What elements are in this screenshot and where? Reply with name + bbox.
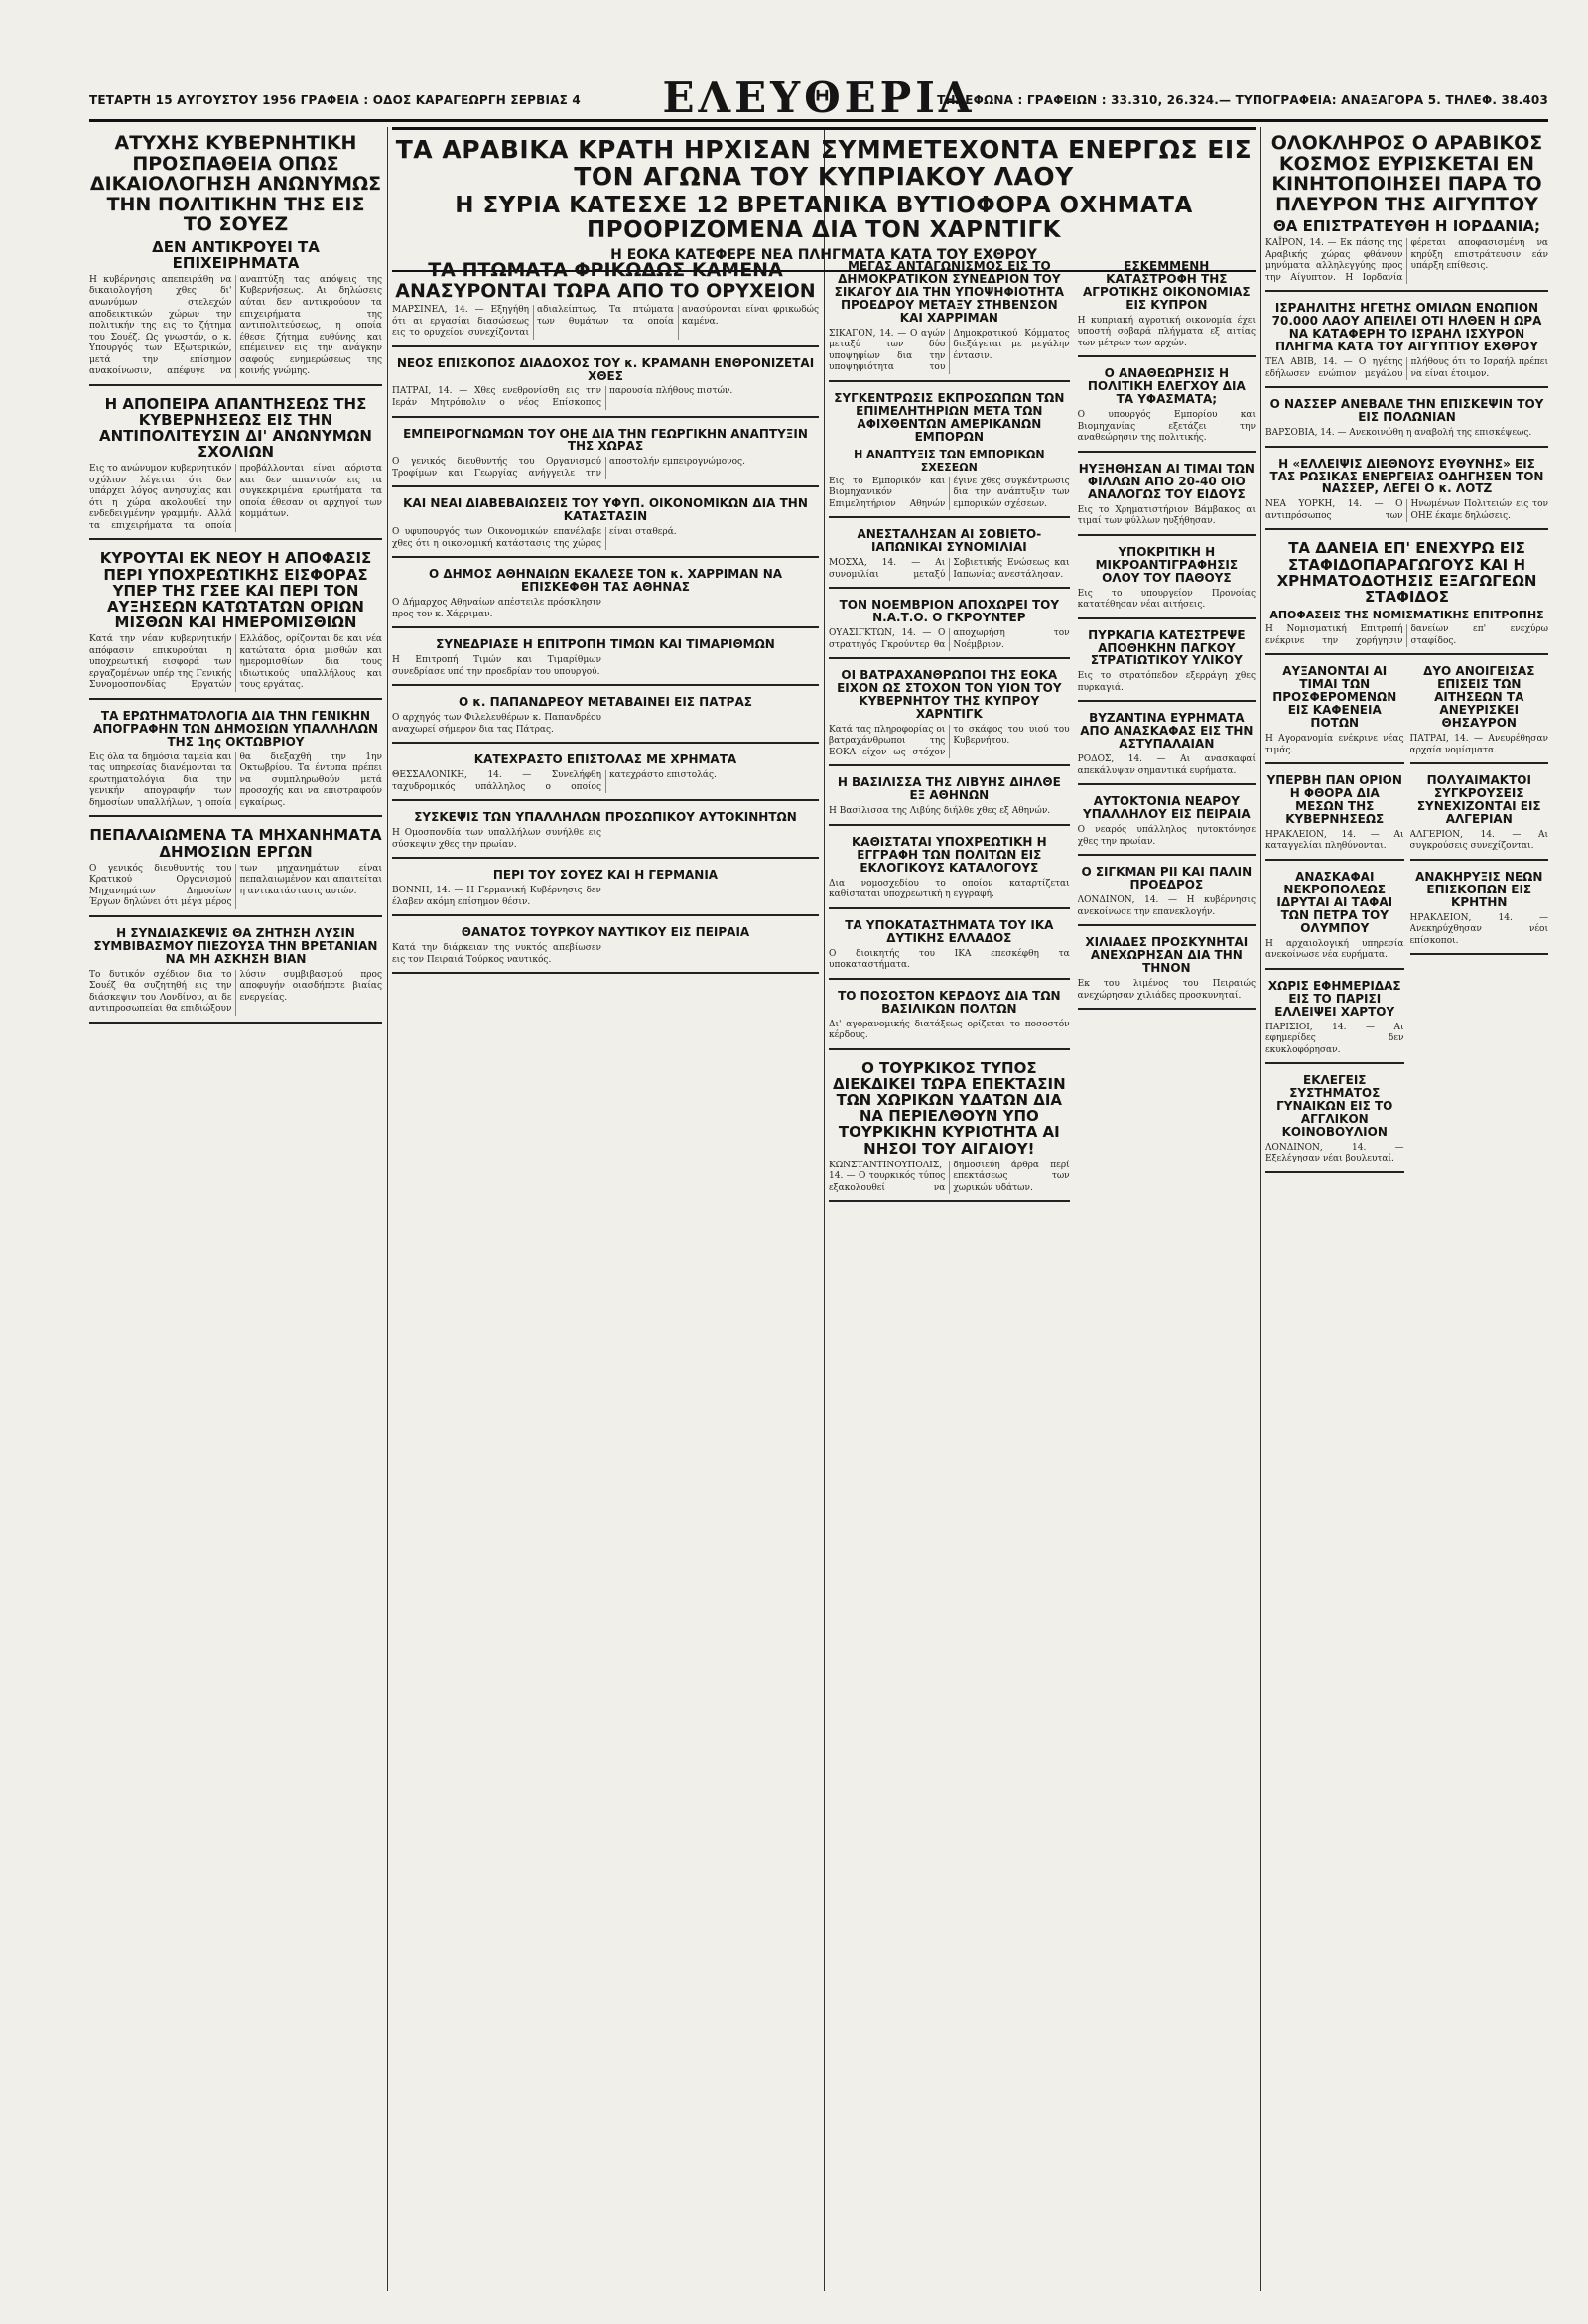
column-2 — [392, 254, 819, 2291]
article — [392, 920, 819, 974]
article — [1410, 768, 1549, 861]
headline: ΟΙ ΒΑΤΡΑΧΑΝΘΡΩΠΟΙ ΤΗΣ ΕΟΚΑ ΕΙΧΟΝ ΩΣ ΣΤΟΧΟΝ ΤΟΝ ΥΙΟΝ ΤΟΥ ΚΥΒΕΡΝΗΤΟΥ ΤΗΣ ΚΥΠΡΟΥ ΧΑΡΝΤΙΓΚ — [837, 668, 1062, 721]
article — [1265, 974, 1404, 1064]
article-body: Η Επιτροπή Τιμών και Τιμαρίθμων συνεδρίασε υπό την προεδρίαν του υπουργού. — [392, 655, 601, 677]
article-body: Η Αγορανομία ενέκρινε νέας τιμάς. — [1265, 734, 1404, 755]
article-body: Εις το Εμπορικόν και Βιομηχανικόν Επιμελητήριον Αθηνών έγινε χθες συγκέντρωσις δια την ανάπτυξιν των εμπορικών σχέσεων. — [829, 476, 1070, 509]
article-body: Η κυβέρνησις απεπειράθη να δικαιολογήση χθες δι' ανωνύμων στελεχών αποδεικτικών χώρων την πολιτικήν της εις το ζήτημα του Σουέζ. Ως γνωστόν, ο κ. Υπουργός των Εξωτερικών, μετά την επίσημον ανακοίνωσιν, απέφυγε να αναπτύξη τας απόψεις της Κυβερνήσεως. Αι δηλώσεις αύται δεν αντικρούουν τα επιχειρήματα της αντιπολιτεύσεως, η οποία έθεσε ζήτημα ευθύνης και επέμεινεν εις την ανάγκην σαφούς ενημερώσεως της κοινής γνώμης. — [89, 274, 382, 377]
article — [829, 522, 1070, 589]
lead-story — [392, 127, 1256, 272]
article — [1265, 1068, 1404, 1173]
article-body: Εις το υπουργείον Προνοίας κατατέθησαν νέαι αιτήσεις. — [1077, 588, 1256, 611]
article — [392, 491, 819, 558]
headline: ΠΕΠΑΛΑΙΩΜΕΝΑ ΤΑ ΜΗΧΑΝΗΜΑΤΑ ΔΗΜΟΣΙΩΝ ΕΡΓΩΝ — [89, 826, 382, 861]
article-body: Εκ του λιμένος του Πειραιώς ανεχώρησαν χιλιάδες προσκυνηταί. — [1077, 979, 1256, 1001]
article — [1265, 865, 1404, 970]
headline: ΠΟΛΥΑΙΜΑΚΤΟΙ ΣΥΓΚΡΟΥΣΕΙΣ ΣΥΝΕΧΙΖΟΝΤΑΙ ΕΙΣ ΑΛΓΕΡΙΑΝ — [1416, 773, 1541, 826]
headline: ΟΛΟΚΛΗΡΟΣ Ο ΑΡΑΒΙΚΟΣ ΚΟΣΜΟΣ ΕΥΡΙΣΚΕΤΑΙ ΕΝ ΚΙΝΗΤΟΠΟΙΗΣΕΙ ΠΑΡΑ ΤΟ ΠΛΕΥΡΟΝ ΤΗΣ ΑΙΓΥΠΤΟΥ — [1270, 132, 1543, 215]
article-body: Εις το Χρηματιστήριον Βάμβακος αι τιμαί των φύλλων ηυξήθησαν. — [1077, 504, 1256, 527]
column-3 — [829, 254, 1256, 2291]
article — [392, 863, 819, 916]
article-body: ΟΥΑΣΙΓΚΤΩΝ, 14. — Ο στρατηγός Γκρούντερ θα αποχωρήση τον Νοέμβριον. — [829, 628, 1070, 650]
headline: ΑΝΑΣΚΑΦΑΙ ΝΕΚΡΟΠΟΛΕΩΣ ΙΔΡΥΤΑΙ ΑΙ ΤΑΦΑΙ ΤΩΝ ΠΕΤΡΑ ΤΟΥ ΟΛΥΜΠΟΥ — [1276, 869, 1393, 935]
headline: ΒΥΖΑΝΤΙΝΑ ΕΥΡΗΜΑΤΑ ΑΠΟ ΑΝΑΣΚΑΦΑΣ ΕΙΣ ΤΗΝ ΑΣΤΥΠΑΛΑΙΑΝ — [1080, 711, 1254, 752]
article — [1078, 860, 1256, 926]
headline: ΚΑΤΕΧΡΑΣΤΟ ΕΠΙΣΤΟΛΑΣ ΜΕ ΧΡΗΜΑΤΑ — [473, 752, 737, 767]
article — [829, 386, 1070, 518]
article — [89, 390, 382, 541]
article-body: ΑΛΓΕΡΙΟΝ, 14. — Αι συγκρούσεις συνεχίζονται. — [1409, 829, 1548, 852]
article — [1078, 361, 1256, 452]
headline: ΑΥΤΟΚΤΟΝΙΑ ΝΕΑΡΟΥ ΥΠΑΛΛΗΛΟΥ ΕΙΣ ΠΕΙΡΑΙΑ — [1083, 794, 1251, 822]
article — [1265, 452, 1548, 531]
headline: Ο ΔΗΜΟΣ ΑΘΗΝΑΙΩΝ ΕΚΑΛΕΣΕ ΤΟΝ κ. ΧΑΡΡΙΜΑΝ ΝΑ ΕΠΙΣΚΕΦΘΗ ΤΑΣ ΑΘΗΝΑΣ — [428, 567, 783, 595]
article-body: Ο υφυπουργός των Οικονομικών επανέλαβε χθες ότι η οικονομική κατάστασις της χώρας είναι σταθερά. — [392, 527, 677, 549]
headline: ΤΟΝ ΝΟΕΜΒΡΙΟΝ ΑΠΟΧΩΡΕΙ ΤΟΥ Ν.Α.Τ.Ο. Ο ΓΚΡΟΥΝΤΕΡ — [839, 598, 1060, 625]
article — [829, 663, 1070, 766]
headline: ΣΥΓΚΕΝΤΡΩΣΙΣ ΕΚΠΡΟΣΩΠΩΝ ΤΩΝ ΕΠΙΜΕΛΗΤΗΡΙΩΝ ΜΕΤΑ ΤΩΝ ΑΦΙΧΘΕΝΤΩΝ ΑΜΕΡΙΚΑΝΩΝ ΕΜΠΟΡΩΝ — [834, 390, 1065, 444]
headline: ΠΥΡΚΑΓΙΑ ΚΑΤΕΣΤΡΕΨΕ ΑΠΟΘΗΚΗΝ ΠΑΓΚΟΥ ΣΤΡΑΤΙΩΤΙΚΟΥ ΥΛΙΚΟΥ — [1088, 627, 1246, 668]
article — [1078, 623, 1256, 703]
article — [1078, 930, 1256, 1010]
article — [1265, 768, 1404, 861]
headline: ΕΚΛΕΓΕΙΣ ΣΥΣΤΗΜΑΤΟΣ ΓΥΝΑΙΚΩΝ ΕΙΣ ΤΟ ΑΓΓΛΙΚΟΝ ΚΟΙΝΟΒΟΥΛΙΟΝ — [1276, 1073, 1393, 1139]
article-body: ΘΕΣΣΑΛΟΝΙΚΗ, 14. — Συνελήφθη ταχυδρομικός υπάλληλος ο οποίος κατεχράστο επιστολάς. — [392, 770, 717, 792]
article — [1410, 659, 1549, 764]
article-body: Η κυπριακή αγροτική οικονομία έχει υποστή σοβαρά πλήγματα εξ αιτίας των μέτρων των αρχών. — [1077, 315, 1256, 348]
headline: Ο ΑΝΑΘΕΩΡΗΣΙΣ Η ΠΟΛΙΤΙΚΗ ΕΛΕΓΧΟΥ ΔΙΑ ΤΑ ΥΦΑΣΜΑΤΑ; — [1087, 366, 1246, 407]
article — [1078, 457, 1256, 536]
article-body: ΣΙΚΑΓΟΝ, 14. — Ο αγών μεταξύ των δύο υποψηφίων δια την υποψηφιότητα του Δημοκρατικού Κόμματος διεξάγεται με μεγάλην έντασιν. — [829, 328, 1070, 373]
article-body: Ο γενικός διευθυντής του Οργανισμού Τροφίμων και Γεωργίας ανήγγειλε την αποστολήν εμπειρογνώμονος. — [392, 457, 745, 478]
masthead-phones: ΤΗΛΕΦΩΝΑ : ΓΡΑΦΕΙΩΝ : 33.310, 26.324.— ΤΥΠΟΓΡΑΦΕΙΑ: ΑΝΑΞΑΓΟΡΑ 5. ΤΗΛΕΦ. 38.403 — [937, 93, 1548, 107]
headline: ΚΑΙ ΝΕΑΙ ΔΙΑΒΕΒΑΙΩΣΕΙΣ ΤΟΥ ΥΦΥΠ. ΟΙΚΟΝΟΜΙΚΩΝ ΔΙΑ ΤΗΝ ΚΑΤΑΣΤΑΣΙΝ — [403, 496, 808, 524]
column-4 — [1265, 127, 1548, 2291]
article-body: Εις το ανώνυμον κυβερνητικόν σχόλιον λέγεται ότι δεν υπάρχει λόγος ανησυχίας και ότι η χώρα ακολουθεί την ενδεδειγμένην γραμμήν. Αλλά τα επιχειρήματα τα οποία προβάλλονται είναι αόριστα και δεν απαντούν εις τα συγκεκριμένα ερωτήματα τα οποία έθεσαν οι αρχηγοί των κομμάτων. — [89, 464, 382, 531]
article-body: ΠΑΤΡΑΙ, 14. — Χθες ενεθρονίσθη εις την Ιεράν Μητρόπολιν ο νέος Επίσκοπος παρουσία πλήθους πιστών. — [392, 386, 733, 408]
article-body: ΠΑΤΡΑΙ, 14. — Ανευρέθησαν αρχαία νομίσματα. — [1409, 734, 1548, 755]
subheadline: ΑΠΟΦΑΣΕΙΣ ΤΗΣ ΝΟΜΙΣΜΑΤΙΚΗΣ ΕΠΙΤΡΟΠΗΣ — [1269, 609, 1544, 622]
article-body: Κατά την διάρκειαν της νυκτός απεβίωσεν εις τον Πειραιά Τούρκος ναυτικός. — [392, 943, 601, 965]
masthead-date-address: ΤΕΤΑΡΤΗ 15 ΑΥΓΟΥΣΤΟΥ 1956 ΓΡΑΦΕΙΑ : ΟΔΟΣ ΚΑΡΑΓΕΩΡΓΗ ΣΕΡΒΙΑΣ 4 — [89, 93, 581, 107]
headline: Η «ΕΛΛΕΙΨΙΣ ΔΙΕΘΝΟΥΣ ΕΥΘΥΝΗΣ» ΕΙΣ ΤΑΣ ΡΩΣΙΚΑΣ ΕΝΕΡΓΕΙΑΣ ΟΔΗΓΗΣΕΝ ΤΟΝ ΝΑΣΣΕΡ, ΛΕΓΕΙ Ο κ. ΛΟΤΖ — [1269, 456, 1544, 496]
headline: ΣΥΣΚΕΨΙΣ ΤΩΝ ΥΠΑΛΛΗΛΩΝ ΠΡΟΣΩΠΙΚΟΥ ΑΥΤΟΚΙΝΗΤΩΝ — [414, 810, 797, 825]
lead-kicker: Η ΕΟΚΑ ΚΑΤΕΦΕΡΕ ΝΕΑ ΠΛΗΓΜΑΤΑ ΚΑΤΑ ΤΟΥ ΕΧΘΡΟΥ — [610, 246, 1037, 263]
headline: Ο ΤΟΥΡΚΙΚΟΣ ΤΥΠΟΣ ΔΙΕΚΔΙΚΕΙ ΤΩΡΑ ΕΠΕΚΤΑΣΙΝ ΤΩΝ ΧΩΡΙΚΩΝ ΥΔΑΤΩΝ ΔΙΑ ΝΑ ΠΕΡΙΕΛΘΟΥΝ ΥΠΟ ΤΟΥΡΚΙΚΗΝ ΚΥΡΙΟΤΗΤΑ ΑΙ ΝΗΣΟΙ ΤΟΥ ΑΙΓΑΙΟΥ! — [833, 1058, 1066, 1158]
article-body: ΒΟΝΝΗ, 14. — Η Γερμανική Κυβέρνησις δεν έλαβεν ακόμη επίσημον θέσιν. — [392, 886, 601, 907]
article-body: Η Βασίλισσα της Λιβύης διήλθε χθες εξ Αθηνών. — [829, 806, 1051, 817]
headline: Ο κ. ΠΑΠΑΝΔΡΕΟΥ ΜΕΤΑΒΑΙΝΕΙ ΕΙΣ ΠΑΤΡΑΣ — [459, 695, 752, 710]
article-body: ΚΑΪΡΟΝ, 14. — Εκ πάσης της Αραβικής χώρας φθάνουν μηνύματα αλληλεγγύης προς την Αίγυπτον. Η Ιορδανία φέρεται αποφασισμένη να κηρύξη επιστράτευσιν εάν υπάρξη επίθεσις. — [1265, 238, 1548, 283]
article — [392, 748, 819, 801]
headline: ΤΟ ΠΟΣΟΣΤΟΝ ΚΕΡΔΟΥΣ ΔΙΑ ΤΩΝ ΒΑΣΙΛΙΚΩΝ ΠΟΛΤΩΝ — [838, 988, 1061, 1016]
article-body: ΗΡΑΚΛΕΙΟΝ, 14. — Αι καταγγελίαι πληθύνονται. — [1265, 829, 1404, 852]
headline: ΑΝΕΣΤΑΛΗΣΑΝ ΑΙ ΣΟΒΙΕΤΟ-ΙΑΠΩΝΙΚΑΙ ΣΥΝΟΜΙΛΙΑΙ — [857, 527, 1042, 555]
headline: ΕΜΠΕΙΡΟΓΝΩΜΩΝ ΤΟΥ ΟΗΕ ΔΙΑ ΤΗΝ ΓΕΩΡΓΙΚΗΝ ΑΝΑΠΤΥΞΙΝ ΤΗΣ ΧΩΡΑΣ — [403, 426, 808, 454]
article — [89, 921, 382, 1024]
headline: ΤΑ ΔΑΝΕΙΑ ΕΠ' ΕΝΕΧΥΡΩ ΕΙΣ ΣΤΑΦΙΔΟΠΑΡΑΓΩΓΟΥΣ ΚΑΙ Η ΧΡΗΜΑΤΟΔΟΤΗΣΙΣ ΕΞΑΓΩΓΕΩΝ ΣΤΑΦΙΔΟΣ — [1276, 539, 1537, 607]
article — [89, 821, 382, 916]
headline: ΣΥΝΕΔΡΙΑΣΕ Η ΕΠΙΤΡΟΠΗ ΤΙΜΩΝ ΚΑΙ ΤΙΜΑΡΙΘΜΩΝ — [436, 637, 775, 652]
article-body: ΛΟΝΔΙΝΟΝ, 14. — Η κυβέρνησις ανεκοίνωσε την επανεκλογήν. — [1077, 895, 1256, 917]
headline: Η ΒΑΣΙΛΙΣΣΑ ΤΗΣ ΛΙΒΥΗΣ ΔΙΗΛΘΕ ΕΞ ΑΘΗΝΩΝ — [837, 775, 1061, 803]
article — [829, 830, 1070, 909]
headline: Ο ΝΑΣΣΕΡ ΑΝΕΒΑΛΕ ΤΗΝ ΕΠΙΣΚΕΨΙΝ ΤΟΥ ΕΙΣ ΠΟΛΩΝΙΑΝ — [1269, 397, 1544, 425]
headline: ΑΤΥΧΗΣ ΚΥΒΕΡΝΗΤΙΚΗ ΠΡΟΣΠΑΘΕΙΑ ΟΠΩΣ ΔΙΚΑΙΟΛΟΓΗΣΗ ΑΝΩΝΥΜΩΣ ΤΗΝ ΠΟΛΙΤΙΚΗΝ ΤΗΣ ΕΙΣ ΤΟ ΣΟΥΕΖ — [89, 132, 382, 236]
article-body: Κατά τας πληροφορίας οι βατραχάνθρωποι της ΕΟΚΑ είχον ως στόχον το σκάφος του υιού του Κυβερνήτου. — [829, 724, 1070, 757]
article-body: Εις όλα τα δημόσια ταμεία και τας υπηρεσίας διανέμονται τα ερωτηματολόγια δια την γενικήν απογραφήν των δημοσίων υπαλλήλων, η οποία θα διεξαχθή την 1ην Οκτωβρίου. Τα έντυπα πρέπει να συμπληρωθούν μετά προσοχής και να επιστραφούν εγκαίρως. — [89, 752, 382, 808]
headline: Η ΑΠΟΠΕΙΡΑ ΑΠΑΝΤΗΣΕΩΣ ΤΗΣ ΚΥΒΕΡΝΗΣΕΩΣ ΕΙΣ ΤΗΝ ΑΝΤΙΠΟΛΙΤΕΥΣΙΝ ΔΙ' ΑΝΩΝΥΜΩΝ ΣΧΟΛΙΩΝ — [99, 394, 372, 462]
article — [1265, 296, 1548, 388]
article-body: ΤΕΛ ΑΒΙΒ, 14. — Ο ηγέτης εδήλωσεν ενώπιον μεγάλου πλήθους ότι το Ισραήλ πρέπει να είναι έτοιμον. — [1265, 357, 1548, 379]
article-body: ΒΑΡΣΟΒΙΑ, 14. — Ανεκοινώθη η αναβολή της επισκέψεως. — [1265, 428, 1532, 439]
headline: ΝΕΟΣ ΕΠΙΣΚΟΠΟΣ ΔΙΑΔΟΧΟΣ ΤΟΥ κ. ΚΡΑΜΑΝΗ ΕΝΘΡΟΝΙΖΕΤΑΙ ΧΘΕΣ — [396, 355, 815, 383]
article — [1265, 659, 1404, 764]
article-body: ΜΑΡΣΙΝΕΛ, 14. — Εξηγήθη ότι αι εργασίαι διασώσεως εις το ορυχείον συνεχίζονται αδιαλείπτως. Τα πτώματα των θυμάτων τα οποία ανασύρονται είναι φρικωδώς καμένα. — [392, 305, 819, 339]
article-body: ΡΟΔΟΣ, 14. — Αι ανασκαφαί απεκάλυψαν σημαντικά ευρήματα. — [1077, 754, 1256, 776]
headline: ΤΑ ΥΠΟΚΑΤΑΣΤΗΜΑΤΑ ΤΟΥ ΙΚΑ ΔΥΤΙΚΗΣ ΕΛΛΑΔΟΣ — [845, 917, 1054, 945]
article-body: Το δυτικόν σχέδιον δια το Σουέζ θα συζητηθή εις την διάσκεψιν του Λονδίνου, αι δε αντιπροσωπείαι θα επιδιώξουν λύσιν συμβιβασμού προς αποφυγήν οιασδήποτε βιαίας ενεργείας. — [89, 969, 382, 1015]
article-body: Ο υπουργός Εμπορίου και Βιομηχανίας εξετάζει την αναθεώρησιν της πολιτικής. — [1077, 410, 1256, 444]
headline: ΘΑΝΑΤΟΣ ΤΟΥΡΚΟΥ ΝΑΥΤΙΚΟΥ ΕΙΣ ΠΕΙΡΑΙΑ — [461, 925, 750, 940]
article-body: ΠΑΡΙΣΙΟΙ, 14. — Αι εφημερίδες δεν εκυκλοφόρησαν. — [1265, 1022, 1404, 1055]
headline: ΑΥΞΑΝΟΝΤΑΙ ΑΙ ΤΙΜΑΙ ΤΩΝ ΠΡΟΣΦΕΡΟΜΕΝΩΝ ΕΙΣ ΚΑΦΕΝΕΙΑ ΠΟΤΩΝ — [1272, 664, 1397, 731]
article — [392, 690, 819, 744]
article — [392, 805, 819, 859]
article — [89, 704, 382, 817]
article — [829, 254, 1070, 382]
article-body: ΗΡΑΚΛΕΙΟΝ, 14. — Ανεκηρύχθησαν νέοι επίσκοποι. — [1409, 912, 1548, 946]
subheadline: Η ΑΝΑΠΤΥΞΙΣ ΤΩΝ ΕΜΠΟΡΙΚΩΝ ΣΧΕΣΕΩΝ — [854, 447, 1045, 474]
headline: ΕΣΚΕΜΜΕΝΗ ΚΑΤΑΣΤΡΟΦΗ ΤΗΣ ΑΓΡΟΤΙΚΗΣ ΟΙΚΟΝΟΜΙΑΣ ΕΙΣ ΚΥΠΡΟΝ — [1083, 259, 1251, 312]
article — [392, 254, 819, 347]
article-body: ΚΩΝΣΤΑΝΤΙΝΟΥΠΟΛΙΣ, 14. — Ο τουρκικός τύπος εξακολουθεί να δημοσιεύη άρθρα περί επεκτάσεως των χωρικών υδάτων. — [829, 1160, 1070, 1193]
article-body: Ο διοικητής του ΙΚΑ επεσκέφθη τα υποκαταστήματα. — [829, 948, 1070, 971]
article-body: Δι' αγορανομικής διατάξεως ορίζεται το ποσοστόν κέρδους. — [829, 1019, 1070, 1041]
article-body: Κατά την νέαν κυβερνητικήν απόφασιν επικυρούται η υποχρεωτική εισφορά των εργαζομένων υπέρ της Γενικής Συνομοσπονδίας Εργατών Ελλάδος, ορίζονται δε και νέα κατώτατα όρια μισθών και ημερομισθίων δια τους ιδιωτικούς υπαλλήλους και τους εργάτας. — [89, 634, 382, 691]
article — [829, 913, 1070, 980]
headline: ΤΑ ΠΤΩΜΑΤΑ ΦΡΙΚΩΔΩΣ ΚΑΜΕΝΑ ΑΝΑΣΥΡΟΝΤΑΙ ΤΩΡΑ ΑΠΟ ΤΟ ΟΡΥΧΕΙΟΝ — [395, 259, 816, 302]
article — [89, 127, 382, 386]
article — [1410, 865, 1549, 955]
article — [829, 984, 1070, 1050]
headline: ΚΑΘΙΣΤΑΤΑΙ ΥΠΟΧΡΕΩΤΙΚΗ Η ΕΓΓΡΑΦΗ ΤΩΝ ΠΟΛΙΤΩΝ ΕΙΣ ΕΚΛΟΓΙΚΟΥΣ ΚΑΤΑΛΟΓΟΥΣ — [852, 834, 1047, 875]
article — [829, 593, 1070, 659]
article-body: ΛΟΝΔΙΝΟΝ, 14. — Εξελέγησαν νέαι βουλευταί. — [1265, 1142, 1404, 1164]
article — [392, 351, 819, 418]
headline: ΔΥΟ ΑΝΟΙΓΕΙΣΑΣ ΕΠΙΣΕΙΣ ΤΩΝ ΑΙΤΗΣΕΩΝ ΤΑ ΑΝΕΥΡΙΣΚΕΙ ΘΗΣΑΥΡΟΝ — [1423, 664, 1535, 731]
article — [829, 1054, 1070, 1203]
headline: ΤΑ ΕΡΩΤΗΜΑΤΟΛΟΓΙΑ ΔΙΑ ΤΗΝ ΓΕΝΙΚΗΝ ΑΠΟΓΡΑΦΗΝ ΤΩΝ ΔΗΜΟΣΙΩΝ ΥΠΑΛΛΗΛΩΝ ΤΗΣ 1ης ΟΚΤΩΒΡΙΟΥ — [92, 708, 379, 749]
newspaper-title: ΕΛΕΥΘΕΡΙΑ — [662, 73, 976, 122]
article — [89, 544, 382, 700]
article — [392, 562, 819, 628]
article-body: Ο νεαρός υπάλληλος ηυτοκτόνησε χθες την πρωίαν. — [1077, 825, 1256, 847]
headline: Ο ΣΙΓΚΜΑΝ ΡΙΙ ΚΑΙ ΠΑΛΙΝ ΠΡΟΕΔΡΟΣ — [1081, 865, 1253, 892]
article-body: ΜΟΣΧΑ, 14. — Αι συνομιλίαι μεταξύ Σοβιετικής Ενώσεως και Ιαπωνίας ανεστάλησαν. — [829, 558, 1070, 580]
article — [1265, 534, 1548, 655]
article-body: Εις το στρατόπεδον εξερράγη χθες πυρκαγιά. — [1077, 671, 1256, 693]
article — [1078, 789, 1256, 856]
headline: ΠΕΡΙ ΤΟΥ ΣΟΥΕΖ ΚΑΙ Η ΓΕΡΜΑΝΙΑ — [492, 868, 719, 883]
article — [1265, 392, 1548, 447]
article-body: Ο αρχηγός των Φιλελευθέρων κ. Παπανδρέου αναχωρεί σήμερον δια τας Πάτρας. — [392, 713, 601, 735]
headline: Η ΣΥΝΔΙΑΣΚΕΨΙΣ ΘΑ ΖΗΤΗΣΗ ΛΥΣΙΝ ΣΥΜΒΙΒΑΣΜΟΥ ΠΙΕΖΟΥΣΑ ΤΗΝ ΒΡΕΤΑΝΙΑΝ ΝΑ ΜΗ ΑΣΚΗΣΗ ΒΙΑΝ — [93, 925, 378, 966]
headline: ΑΝΑΚΗΡΥΞΙΣ ΝΕΩΝ ΕΠΙΣΚΟΠΩΝ ΕΙΣ ΚΡΗΤΗΝ — [1415, 869, 1543, 909]
article-body: Η Ομοσπονδία των υπαλλήλων συνήλθε εις σύσκεψιν χθες την πρωίαν. — [392, 828, 601, 850]
headline: ΧΙΛΙΑΔΕΣ ΠΡΟΣΚΥΝΗΤΑΙ ΑΝΕΧΩΡΗΣΑΝ ΔΙΑ ΤΗΝ ΤΗΝΟΝ — [1085, 935, 1249, 976]
headline: ΧΩΡΙΣ ΕΦΗΜΕΡΙΔΑΣ ΕΙΣ ΤΟ ΠΑΡΙΣΙ ΕΛΛΕΙΨΕΙ ΧΑΡΤΟΥ — [1267, 978, 1401, 1019]
article — [1078, 540, 1256, 619]
subheadline: ΔΕΝ ΑΝΤΙΚΡΟΥΕΙ ΤΑ ΕΠΙΧΕΙΡΗΜΑΤΑ — [152, 237, 320, 272]
headline: ΥΠΟΚΡΙΤΙΚΗ Η ΜΙΚΡΟΑΝΤΙΓΡΑΦΗΣΙΣ ΟΛΟΥ ΤΟΥ ΠΑΘΟΥΣ — [1095, 544, 1239, 585]
article — [829, 770, 1070, 825]
lead-subheadline: Η ΣΥΡΙΑ ΚΑΤΕΣΧΕ 12 ΒΡΕΤΑΝΙΚΑ ΒΥΤΙΟΦΟΡΑ ΟΧΗΜΑΤΑ ΠΡΟΟΡΙΖΟΜΕΝΑ ΔΙΑ ΤΟΝ ΧΑΡΝΤΙΓΚ — [455, 193, 1193, 243]
masthead — [89, 73, 1548, 122]
headline: ΚΥΡΟΥΤΑΙ ΕΚ ΝΕΟΥ Η ΑΠΟΦΑΣΙΣ ΠΕΡΙ ΥΠΟΧΡΕΩΤΙΚΗΣ ΕΙΣΦΟΡΑΣ ΥΠΕΡ ΤΗΣ ΓΣΕΕ ΚΑΙ ΠΕΡΙ ΤΟΝ ΑΥΞΗΣΕΩΝ ΚΑΤΩΤΑΤΩΝ ΟΡΙΩΝ ΜΙΣΘΩΝ ΚΑΙ ΗΜΕΡΟΜΙΣΘΙΩΝ — [99, 549, 372, 632]
headline: ΗΥΞΗΘΗΣΑΝ ΑΙ ΤΙΜΑΙ ΤΩΝ ΦΙΛΛΩΝ ΑΠΟ 20-40 ΟΙΟ ΑΝΑΛΟΓΩΣ ΤΟΥ ΕΙΔΟΥΣ — [1078, 461, 1255, 501]
column-1 — [89, 127, 382, 2291]
headline: ΥΠΕΡΒΗ ΠΑΝ ΟΡΙΟΝ Η ΦΘΟΡΑ ΔΙΑ ΜΕΣΩΝ ΤΗΣ ΚΥΒΕΡΝΗΣΕΩΣ — [1266, 773, 1402, 826]
article — [392, 632, 819, 686]
subheadline: ΘΑ ΕΠΙΣΤΡΑΤΕΥΘΗ Η ΙΟΡΔΑΝΙΑ; — [1273, 217, 1540, 236]
headline: ΜΕΓΑΣ ΑΝΤΑΓΩΝΙΣΜΟΣ ΕΙΣ ΤΟ ΔΗΜΟΚΡΑΤΙΚΟΝ ΣΥΝΕΔΡΙΟΝ ΤΟΥ ΣΙΚΑΓΟΥ ΔΙΑ ΤΗΝ ΥΠΟΨΗΦΙΟΤΗΤΑ ΠΡΟΕΔΡΟΥ ΜΕΤΑΞΥ ΣΤΗΒΕΝΣΟΝ ΚΑΙ ΧΑΡΡΙΜΑΝ — [834, 259, 1065, 325]
columns — [89, 127, 1548, 2291]
article-body: Δια νομοσχεδίου το οποίον καταρτίζεται καθίσταται υποχρεωτική η εγγραφή. — [829, 878, 1070, 900]
article — [392, 422, 819, 488]
article-body: Ο Δήμαρχος Αθηναίων απέστειλε πρόσκλησιν προς τον κ. Χάρριμαν. — [392, 598, 601, 619]
article-body: Η αρχαιολογική υπηρεσία ανεκοίνωσε νέα ευρήματα. — [1265, 938, 1404, 961]
article — [1078, 254, 1256, 357]
article-body: ΝΕΑ ΥΟΡΚΗ, 14. — Ο αντιπρόσωπος των Ηνωμένων Πολιτειών εις τον ΟΗΕ έκαμε δηλώσεις. — [1265, 499, 1548, 521]
article — [1265, 127, 1548, 292]
article-body: Η Νομισματική Επιτροπή ενέκρινε την χορήγησιν δανείων επ' ενεχύρω σταφίδος. — [1265, 624, 1548, 646]
article — [1078, 706, 1256, 785]
lead-headline: ΤΑ ΑΡΑΒΙΚΑ ΚΡΑΤΗ ΗΡΧΙΣΑΝ ΣΥΜΜΕΤΕΧΟΝΤΑ ΕΝΕΡΓΩΣ ΕΙΣ ΤΟΝ ΑΓΩΝΑ ΤΟΥ ΚΥΠΡΙΑΚΟΥ ΛΑΟΥ — [395, 135, 1253, 191]
article-body: Ο γενικός διευθυντής του Κρατικού Οργανισμού Μηχανημάτων Δημοσίων Έργων δηλώνει ότι μέγα μέρος των μηχανημάτων είναι πεπαλαιωμένον και απαιτείται η αντικατάστασις αυτών. — [89, 863, 382, 908]
headline: ΙΣΡΑΗΛΙΤΗΣ ΗΓΕΤΗΣ ΟΜΙΛΩΝ ΕΝΩΠΙΟΝ 70.000 ΛΑΟΥ ΑΠΕΙΛΕΙ ΟΤΙ ΗΛΘΕΝ Η ΩΡΑ ΝΑ ΚΑΤΑΦΕΡΗ ΤΟ ΙΣΡΑΗΛ ΙΣΧΥΡΟΝ ΠΛΗΓΜΑ ΚΑΤΑ ΤΟΥ ΑΙΓΥΠΤΙΟΥ ΕΧΘΡΟΥ — [1271, 301, 1542, 354]
